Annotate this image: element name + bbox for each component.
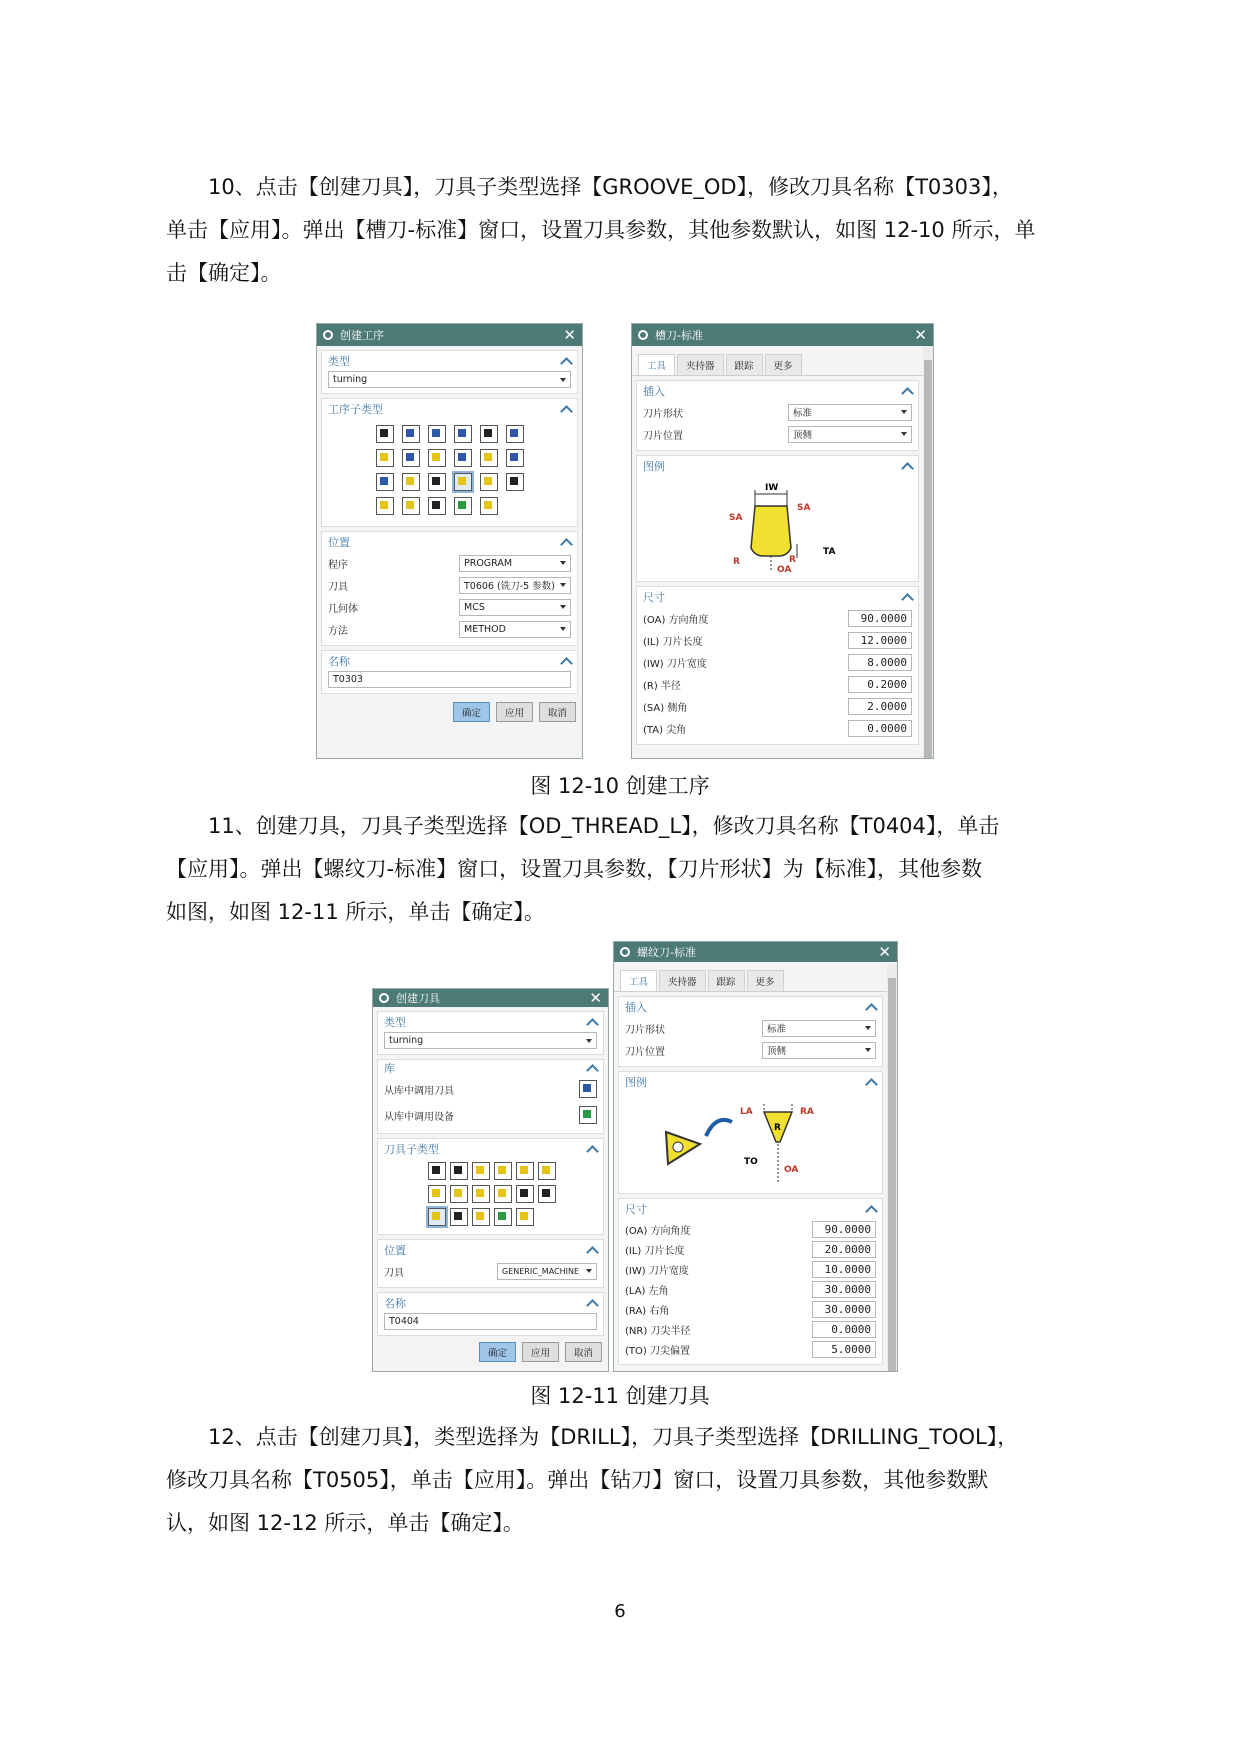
tab-tracking[interactable]: 跟踪 — [708, 970, 745, 991]
tool-subtype-icon[interactable] — [516, 1208, 534, 1226]
collapse-icon[interactable] — [586, 1145, 599, 1158]
tab-tool[interactable]: 工具 — [620, 970, 657, 991]
diagram-section — [618, 1071, 883, 1194]
op-subtype-icon[interactable] — [402, 473, 420, 491]
dialog-title: 创建工序 — [340, 329, 384, 342]
text-line: 10、点击【创建刀具】，刀具子类型选择【GROOVE_OD】，修改刀具名称【T0303】， — [208, 175, 1013, 199]
orientation-angle-input[interactable]: 90.0000 — [848, 610, 912, 627]
tab-more[interactable]: 更多 — [747, 970, 784, 991]
location-section — [321, 531, 578, 646]
diagram-label: R — [788, 555, 796, 565]
op-subtype-icon[interactable] — [376, 497, 394, 515]
collapse-icon[interactable] — [901, 462, 914, 475]
field-label: (NR) 刀尖半径 — [625, 1325, 691, 1337]
tool-subtype-icon[interactable] — [516, 1185, 534, 1203]
op-subtype-icon[interactable] — [480, 497, 498, 515]
op-subtype-icon[interactable] — [506, 425, 524, 443]
tab-tool[interactable]: 工具 — [638, 354, 675, 375]
tab-more[interactable]: 更多 — [765, 354, 802, 375]
op-subtype-icon[interactable] — [376, 449, 394, 467]
nose-radius-input[interactable]: 0.0000 — [812, 1321, 876, 1338]
tool-subtype-icon[interactable] — [472, 1162, 490, 1180]
ok-button[interactable]: 确定 — [453, 702, 490, 722]
tool-subtype-icon[interactable] — [494, 1208, 512, 1226]
section-title: 工序子类型 — [328, 403, 383, 416]
create-operation-dialog — [316, 323, 583, 759]
op-subtype-icon-selected[interactable] — [454, 473, 472, 491]
collapse-icon[interactable] — [901, 593, 914, 606]
field-label: (R) 半径 — [643, 680, 681, 692]
dialog-title: 槽刀-标准 — [655, 329, 703, 342]
text-line: 单击【应用】。弹出【槽刀-标准】窗口，设置刀具参数，其他参数默认，如图 12-10 所示，单 — [166, 218, 1036, 242]
text-line: 11、创建刀具，刀具子类型选择【OD_THREAD_L】，修改刀具名称【T0404】，单击 — [208, 814, 1000, 838]
type-section — [377, 1011, 604, 1055]
retrieve-device-icon[interactable] — [579, 1106, 597, 1124]
collapse-icon[interactable] — [865, 1078, 878, 1091]
insert-shape-select[interactable]: 标准 — [762, 1020, 876, 1037]
page-number: 6 — [614, 1601, 626, 1622]
diagram-label: RA — [800, 1107, 814, 1117]
text-line: 击【确定】。 — [166, 261, 282, 285]
tool-subtype-icon[interactable] — [494, 1162, 512, 1180]
section-title: 插入 — [625, 1001, 647, 1014]
field-label: 方法 — [328, 625, 348, 637]
chevron-down-icon — [560, 378, 566, 382]
insert-shape-select[interactable]: 标准 — [788, 404, 912, 421]
text-line: 如图，如图 12-11 所示，单击【确定】。 — [166, 900, 545, 924]
insert-position-select[interactable]: 顶侧 — [762, 1042, 876, 1059]
field-label: 刀具 — [328, 581, 348, 593]
section-title: 名称 — [384, 1297, 406, 1310]
field-label: (RA) 右角 — [625, 1305, 670, 1317]
gear-icon — [379, 993, 389, 1003]
dimensions-section — [618, 1198, 883, 1365]
text-line: 12、点击【创建刀具】，类型选择为【DRILL】，刀具子类型选择【DRILLING_TOOL】， — [208, 1425, 1019, 1449]
chevron-down-icon — [901, 432, 907, 436]
figure-caption: 图 12-10 创建工序 — [530, 774, 710, 798]
collapse-icon[interactable] — [586, 1299, 599, 1312]
tip-angle-input[interactable]: 0.0000 — [848, 720, 912, 737]
paragraph-10 — [166, 166, 1086, 295]
gear-icon — [638, 330, 648, 340]
op-subtype-icon[interactable] — [506, 449, 524, 467]
type-select[interactable]: turning — [328, 371, 571, 388]
op-subtype-icon[interactable] — [480, 425, 498, 443]
diagram-label: TA — [822, 547, 835, 557]
field-label: (OA) 方向角度 — [643, 614, 709, 626]
section-title: 类型 — [328, 355, 350, 368]
left-angle-input[interactable]: 30.0000 — [812, 1281, 876, 1298]
name-section — [321, 650, 578, 694]
chevron-down-icon — [560, 561, 566, 565]
section-title: 尺寸 — [625, 1203, 647, 1216]
tool-subtype-icon[interactable] — [450, 1208, 468, 1226]
field-label: 从库中调用刀具 — [384, 1085, 454, 1097]
diagram-label: TO — [744, 1157, 758, 1167]
diagram-label: R — [774, 1123, 781, 1133]
tab-tracking[interactable]: 跟踪 — [726, 354, 763, 375]
groove-tool-dialog — [631, 323, 934, 759]
type-section — [321, 350, 578, 394]
op-subtype-icon[interactable] — [428, 449, 446, 467]
field-label: 刀片位置 — [643, 430, 683, 442]
chevron-down-icon — [865, 1048, 871, 1052]
close-icon[interactable]: ✕ — [878, 943, 891, 961]
field-label: (TA) 尖角 — [643, 724, 687, 736]
tool-subtype-icon[interactable] — [494, 1185, 512, 1203]
section-title: 图例 — [643, 460, 665, 473]
diagram-label: SA — [728, 513, 742, 523]
program-select[interactable]: PROGRAM — [459, 555, 571, 572]
chevron-down-icon — [865, 1026, 871, 1030]
collapse-icon[interactable] — [586, 1246, 599, 1259]
method-select[interactable]: METHOD — [459, 621, 571, 638]
field-label: 刀片形状 — [625, 1024, 665, 1036]
close-icon[interactable]: ✕ — [589, 989, 602, 1007]
collapse-icon[interactable] — [586, 1064, 599, 1077]
field-label: (LA) 左角 — [625, 1285, 669, 1297]
collapse-icon[interactable] — [560, 357, 573, 370]
geometry-select[interactable]: MCS — [459, 599, 571, 616]
radius-input[interactable]: 0.2000 — [848, 676, 912, 693]
section-title: 类型 — [384, 1016, 406, 1029]
tab-holder[interactable]: 夹持器 — [659, 970, 706, 991]
name-section — [377, 1292, 604, 1336]
section-title: 位置 — [384, 1244, 406, 1257]
chevron-down-icon — [586, 1039, 592, 1043]
chevron-down-icon — [560, 627, 566, 631]
gear-icon — [323, 330, 333, 340]
op-subtype-icon[interactable] — [480, 473, 498, 491]
dialog-title-bar — [373, 989, 608, 1007]
right-angle-input[interactable]: 30.0000 — [812, 1301, 876, 1318]
op-subtype-icon[interactable] — [402, 425, 420, 443]
op-subtype-icon[interactable] — [428, 473, 446, 491]
field-label: 刀片位置 — [625, 1046, 665, 1058]
insert-length-input[interactable]: 12.0000 — [848, 632, 912, 649]
thread-insert-diagram — [628, 1092, 873, 1188]
insert-section — [618, 996, 883, 1067]
library-section — [377, 1059, 604, 1134]
orientation-angle-input[interactable]: 90.0000 — [812, 1221, 876, 1238]
name-input[interactable]: T0404 — [384, 1313, 597, 1330]
chevron-down-icon — [560, 583, 566, 587]
paragraph-11 — [166, 805, 1086, 934]
tool-subtype-icon[interactable] — [538, 1185, 556, 1203]
diagram-label: OA — [784, 1165, 799, 1175]
create-tool-dialog — [372, 988, 609, 1372]
tool-location-select[interactable]: GENERIC_MACHINE — [497, 1263, 597, 1280]
paragraph-12 — [166, 1416, 1086, 1545]
field-label: 几何体 — [328, 603, 358, 615]
apply-button[interactable]: 应用 — [496, 702, 533, 722]
insert-length-input[interactable]: 20.0000 — [812, 1241, 876, 1258]
field-label: 程序 — [328, 559, 348, 571]
section-title: 名称 — [328, 655, 350, 668]
scrollbar[interactable] — [923, 346, 933, 758]
gear-icon — [620, 947, 630, 957]
type-select[interactable]: turning — [384, 1032, 597, 1049]
diagram-section — [636, 455, 919, 582]
collapse-icon[interactable] — [901, 387, 914, 400]
tool-subtype-icon[interactable] — [450, 1185, 468, 1203]
diagram-label: R — [732, 557, 740, 567]
field-label: (IL) 刀片长度 — [643, 636, 703, 648]
field-label: 刀具 — [384, 1267, 404, 1279]
collapse-icon[interactable] — [865, 1205, 878, 1218]
text-line: 认，如图 12-12 所示，单击【确定】。 — [166, 1511, 524, 1535]
collapse-icon[interactable] — [865, 1003, 878, 1016]
tool-subtype-icon[interactable] — [450, 1162, 468, 1180]
diagram-label: LA — [740, 1107, 753, 1117]
tab-holder[interactable]: 夹持器 — [677, 354, 724, 375]
insert-width-input[interactable]: 10.0000 — [812, 1261, 876, 1278]
collapse-icon[interactable] — [560, 405, 573, 418]
close-icon[interactable]: ✕ — [914, 326, 927, 344]
tool-subtype-icon[interactable] — [538, 1162, 556, 1180]
close-icon[interactable]: ✕ — [563, 326, 576, 344]
section-title: 库 — [384, 1062, 395, 1075]
figure-caption: 图 12-11 创建刀具 — [530, 1384, 710, 1408]
location-section — [377, 1239, 604, 1288]
tool-subtype-icon[interactable] — [472, 1185, 490, 1203]
chevron-down-icon — [901, 410, 907, 414]
op-subtype-icon[interactable] — [454, 497, 472, 515]
tool-subtype-icon[interactable] — [428, 1162, 446, 1180]
tip-offset-input[interactable]: 5.0000 — [812, 1341, 876, 1358]
dialog-title-bar — [632, 324, 933, 346]
tool-subtype-icon-selected[interactable] — [428, 1208, 446, 1226]
dimensions-section — [636, 586, 919, 745]
apply-button[interactable]: 应用 — [522, 1342, 559, 1362]
op-subtype-icon[interactable] — [428, 425, 446, 443]
section-title: 图例 — [625, 1076, 647, 1089]
section-title: 插入 — [643, 385, 665, 398]
field-label: (SA) 侧角 — [643, 702, 688, 714]
subtype-section — [321, 398, 578, 527]
diagram-label: SA — [796, 503, 810, 513]
collapse-icon[interactable] — [586, 1018, 599, 1031]
section-title: 刀具子类型 — [384, 1143, 439, 1156]
tool-subtype-icon[interactable] — [516, 1162, 534, 1180]
insert-width-input[interactable]: 8.0000 — [848, 654, 912, 671]
tool-subtype-icon[interactable] — [472, 1208, 490, 1226]
op-subtype-icon[interactable] — [506, 473, 524, 491]
field-label: (IW) 刀片宽度 — [625, 1265, 689, 1277]
op-subtype-icon[interactable] — [376, 425, 394, 443]
tab-bar — [632, 346, 923, 376]
chevron-down-icon — [560, 605, 566, 609]
tab-bar — [614, 962, 887, 992]
cancel-button[interactable]: 取消 — [565, 1342, 602, 1362]
insert-section — [636, 380, 919, 451]
dialog-title-bar — [317, 324, 582, 346]
op-subtype-icon[interactable] — [454, 425, 472, 443]
op-subtype-icon[interactable] — [454, 449, 472, 467]
op-subtype-icon[interactable] — [402, 449, 420, 467]
chevron-down-icon — [586, 1269, 592, 1273]
scrollbar[interactable] — [887, 964, 897, 1371]
collapse-icon[interactable] — [560, 538, 573, 551]
tool-subtype-section — [377, 1138, 604, 1235]
insert-position-select[interactable]: 顶侧 — [788, 426, 912, 443]
dialog-title-bar — [614, 942, 897, 962]
text-line: 修改刀具名称【T0505】，单击【应用】。弹出【钻刀】窗口，设置刀具参数，其他参数默 — [166, 1468, 989, 1492]
collapse-icon[interactable] — [560, 657, 573, 670]
op-subtype-icon[interactable] — [480, 449, 498, 467]
op-subtype-icon[interactable] — [428, 497, 446, 515]
name-input[interactable]: T0303 — [328, 671, 571, 688]
section-title: 尺寸 — [643, 591, 665, 604]
groove-insert-diagram — [647, 476, 909, 576]
text-line: 【应用】。弹出【螺纹刀-标准】窗口，设置刀具参数，【刀片形状】为【标准】，其他参数 — [166, 857, 983, 881]
cancel-button[interactable]: 取消 — [539, 702, 576, 722]
retrieve-tool-icon[interactable] — [579, 1080, 597, 1098]
section-title: 位置 — [328, 536, 350, 549]
op-subtype-icon[interactable] — [402, 497, 420, 515]
field-label: (IL) 刀片长度 — [625, 1245, 685, 1257]
diagram-label: IW — [764, 483, 778, 493]
field-label: 从库中调用设备 — [384, 1111, 454, 1123]
diagram-label: OA — [776, 565, 791, 575]
op-subtype-icon[interactable] — [376, 473, 394, 491]
dialog-title: 创建刀具 — [396, 992, 440, 1005]
tool-subtype-icon[interactable] — [428, 1185, 446, 1203]
tool-select[interactable]: T0606 (铣刀-5 参数) — [459, 577, 571, 594]
thread-tool-dialog — [613, 941, 898, 1372]
field-label: (IW) 刀片宽度 — [643, 658, 707, 670]
field-label: 刀片形状 — [643, 408, 683, 420]
dialog-title: 螺纹刀-标准 — [637, 946, 696, 959]
field-label: (TO) 刀尖偏置 — [625, 1345, 690, 1357]
side-angle-input[interactable]: 2.0000 — [848, 698, 912, 715]
field-label: (OA) 方向角度 — [625, 1225, 691, 1237]
ok-button[interactable]: 确定 — [479, 1342, 516, 1362]
